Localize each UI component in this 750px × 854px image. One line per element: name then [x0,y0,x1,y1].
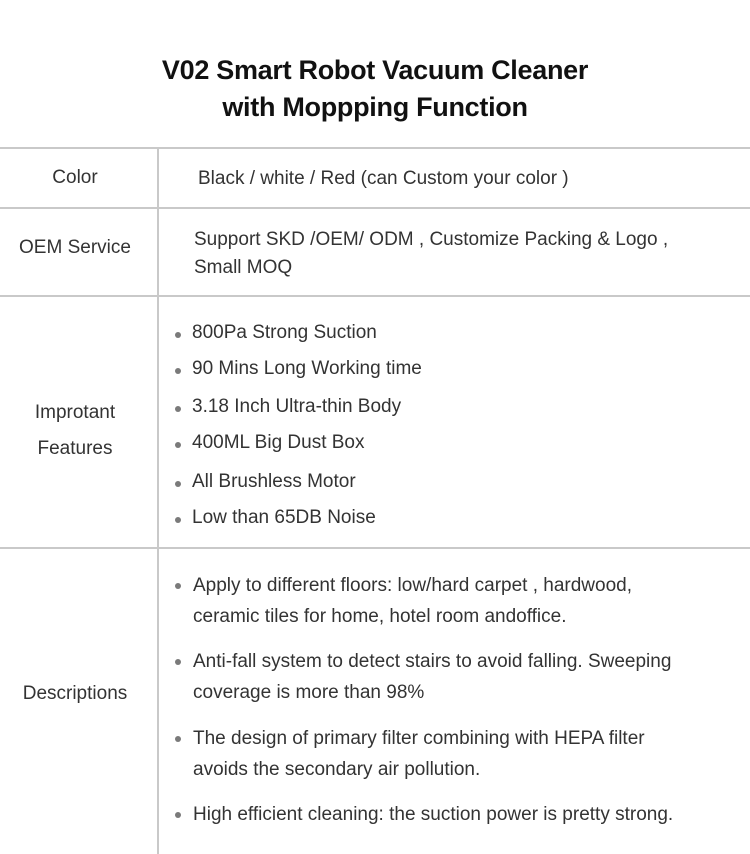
description-line: The design of primary filter combining with HEPA filter [193,728,645,749]
description-item [175,646,735,708]
bullet-icon [175,736,181,742]
feature-text: All Brushless Motor [192,471,356,492]
description-line: ceramic tiles for home, hotel room andoffice. [193,606,567,627]
bullet-icon [175,583,181,589]
features-label-line-2: Features [37,438,113,459]
row-divider-color [0,207,750,209]
title-line-1: V02 Smart Robot Vacuum Cleaner [161,55,589,85]
oem-value [194,226,668,282]
description-item [175,570,735,632]
feature-text: 800Pa Strong Suction [192,322,377,343]
descriptions-label: Descriptions [22,683,128,704]
description-line: Anti-fall system to detect stairs to avoid falling. Sweeping [193,651,672,672]
oem-value-line-2: Small MOQ [194,257,293,278]
bullet-icon [175,659,181,665]
description-line: coverage is more than 98% [193,682,425,703]
oem-value-line-1: Support SKD /OEM/ ODM , Customize Packing & Logo , [194,229,669,250]
bullet-icon [175,332,181,338]
bullet-icon [175,517,181,523]
bullet-icon [175,406,181,412]
features-label [0,395,150,467]
bullet-icon [175,812,181,818]
table-top-border [0,147,750,149]
bullet-icon [175,442,181,448]
bullet-icon [175,481,181,487]
color-label: Color [52,167,98,188]
row-divider-features [0,547,750,549]
feature-text: 3.18 Inch Ultra-thin Body [192,396,402,417]
row-divider-oem [0,295,750,297]
feature-text: Low than 65DB Noise [192,507,376,528]
page-title [0,52,750,126]
description-item [175,799,735,830]
description-line: High efficient cleaning: the suction power is pretty strong. [193,804,674,825]
bullet-icon [175,368,181,374]
description-line: avoids the secondary air pollution. [193,759,481,780]
feature-text: 90 Mins Long Working time [192,358,422,379]
title-line-2: with Moppping Function [222,92,528,122]
description-line: Apply to different floors: low/hard carpet , hardwood, [193,575,633,596]
features-label-line-1: Improtant [34,402,116,423]
color-value: Black / white / Red (can Custom your color ) [198,168,569,189]
description-item [175,723,735,785]
oem-label: OEM Service [19,237,131,258]
feature-text: 400ML Big Dust Box [192,432,365,453]
column-divider [157,148,159,854]
